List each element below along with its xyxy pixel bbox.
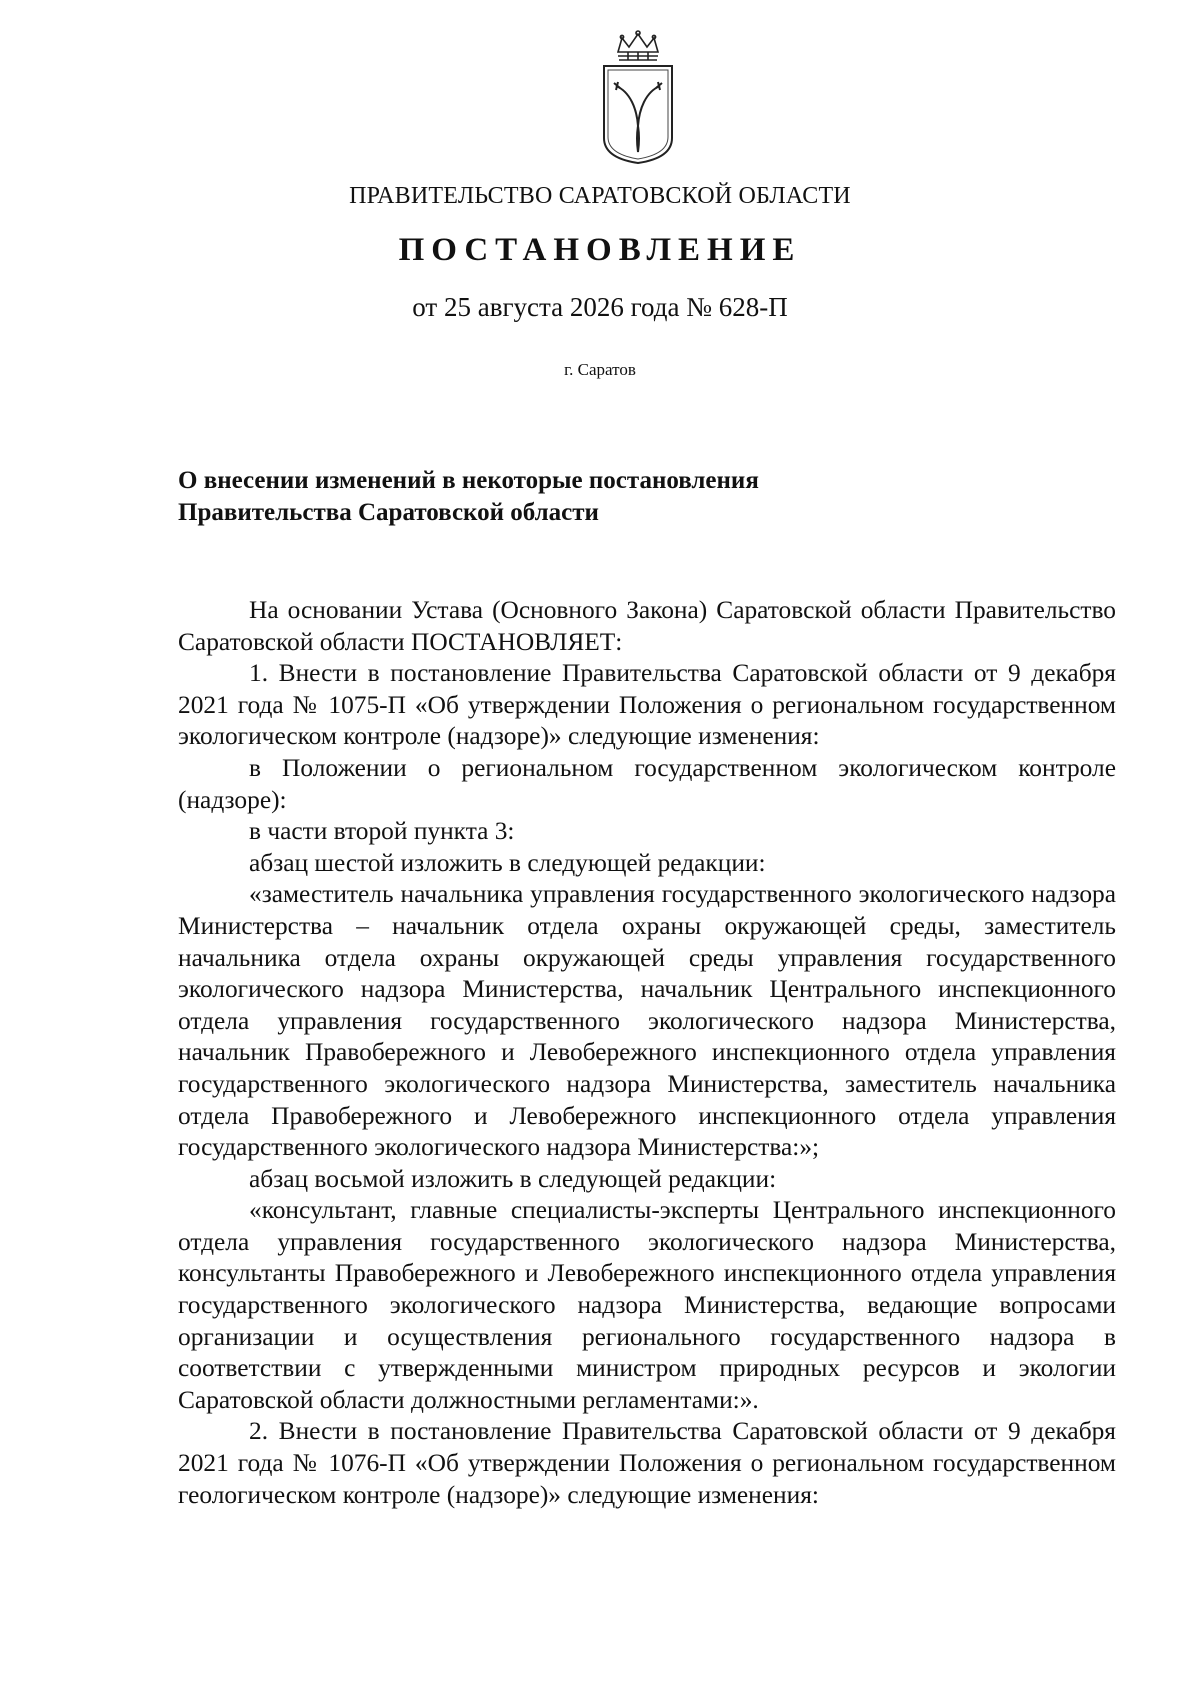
document-type-title: ПОСТАНОВЛЕНИЕ xyxy=(398,232,802,268)
body-paragraph: абзац восьмой изложить в следующей редакции: xyxy=(249,1164,777,1193)
body-paragraph: абзац шестой изложить в следующей редакции: xyxy=(249,848,766,877)
subject-line: О внесении изменений в некоторые постановления xyxy=(178,467,759,494)
body-paragraph: 2. Внести в постановление Правительства Саратовской области от 9 декабря 2021 года № 1076-П «Об утверждении Положения о региональном государственном геологическом контроле (надзоре)» следующие изменения: xyxy=(178,1417,1116,1509)
document-body xyxy=(178,595,1116,1511)
saratov-coat-of-arms-icon xyxy=(596,30,680,165)
subject-line: Правительства Саратовской области xyxy=(178,499,599,526)
body-paragraph: «консультант, главные специалисты-эксперты Центрального инспекционного отдела управления государственного экологического надзора Министерства, консультанты Правобережного и Левобережного инспекционного отдела управления государственного экологического надзора Министерства, ведающие вопросами организации и осуществления регионального государственного надзора в соответствии с утвержденными министром природных ресурсов и экологии Саратовской области должностными регламентами:». xyxy=(178,1196,1116,1414)
document-city: г. Саратов xyxy=(564,360,636,379)
body-paragraph: На основании Устава (Основного Закона) Саратовской области Правительство Саратовской области ПОСТАНОВЛЯЕТ: xyxy=(178,596,1116,656)
document-date-number: от 25 августа 2026 года № 628-П xyxy=(412,292,788,322)
body-paragraph: «заместитель начальника управления государственного экологического надзора Министерства – начальник отдела охраны окружающей среды, заместитель начальника отдела охраны окружающей среды управления государственного экологического надзора Министерства, начальник Центрального инспекционного отдела управления государственного экологического надзора Министерства, начальник Правобережного и Левобережного инспекционного отдела управления государственного экологического надзора Министерства, заместитель начальника отдела Правобережного и Левобережного инспекционного отдела управления государственного экологического надзора Министерства:»; xyxy=(178,880,1116,1162)
document-subject xyxy=(178,465,898,529)
body-paragraph: 1. Внести в постановление Правительства Саратовской области от 9 декабря 2021 года № 1075-П «Об утверждении Положения о региональном государственном экологическом контроле (надзоре)» следующие изменения: xyxy=(178,659,1116,751)
body-paragraph: в Положении о региональном государственном экологическом контроле (надзоре): xyxy=(178,753,1116,814)
organization-name: ПРАВИТЕЛЬСТВО САРАТОВСКОЙ ОБЛАСТИ xyxy=(349,183,851,209)
body-paragraph: в части второй пункта 3: xyxy=(249,817,515,846)
